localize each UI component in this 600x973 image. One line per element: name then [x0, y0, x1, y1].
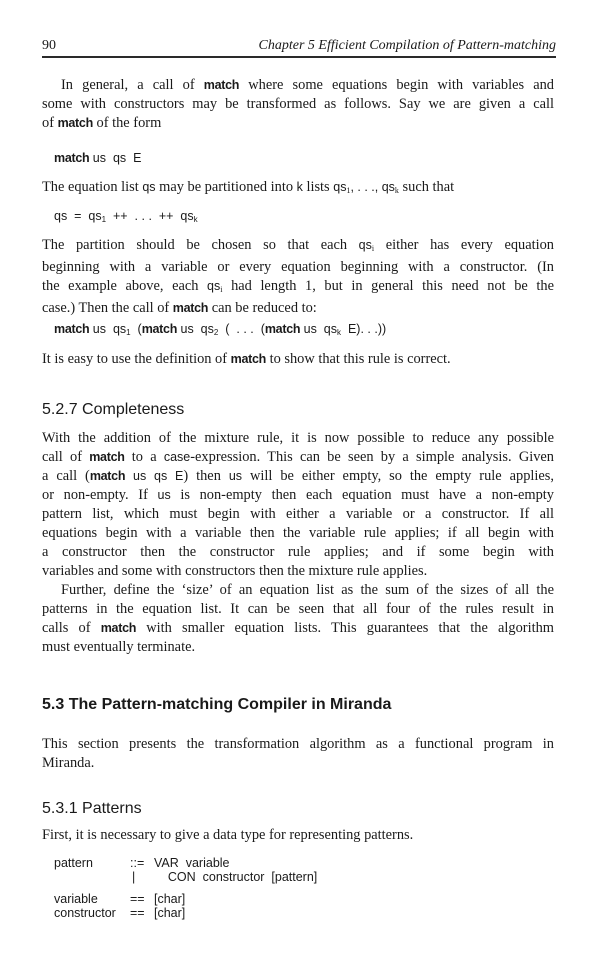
code-qs: qs: [333, 180, 347, 194]
text: variables and some with constructors then the mixture rule applies.: [42, 563, 428, 579]
code-pattern-datatype: [54, 856, 317, 920]
code-match: match: [54, 151, 90, 165]
code-k: k: [296, 180, 303, 194]
text: to show that this rule is correct.: [265, 351, 451, 367]
subscript: i: [220, 285, 223, 294]
code-text: CON constructor [pattern]: [154, 870, 318, 884]
text: The partition should be chosen so that each: [42, 237, 359, 253]
text: case.) Then the call of: [42, 300, 173, 316]
code-text: [char]: [154, 892, 186, 906]
page-header: [42, 34, 556, 58]
code-text: us qs: [89, 322, 127, 336]
subscript: k: [394, 186, 399, 195]
text: such that: [398, 179, 455, 195]
subscript: i: [371, 244, 375, 253]
text: is non-empty then each equation must have a non-empty: [170, 487, 554, 503]
paragraph-mixture-intro: [42, 76, 554, 133]
section-heading-patterns: 5.3.1 Patterns: [42, 800, 142, 817]
subscript: 1: [126, 328, 131, 337]
text: It is easy to use the definition of: [42, 351, 231, 367]
paragraph-section-intro: [42, 735, 554, 773]
text: patterns in the equation list. It can be seen that all four of the rules result in: [42, 601, 554, 617]
text: This section presents the transformation algorithm as a functional program in: [42, 736, 554, 752]
code-text: us qs: [300, 322, 338, 336]
code-match: match: [57, 116, 93, 130]
running-title: Chapter 5 Efficient Compilation of Pattern-matching: [258, 38, 556, 53]
section-heading-compiler: 5.3 The Pattern-matching Compiler in Miranda: [42, 696, 392, 713]
code-empty: [54, 870, 130, 884]
code-qs: qs: [207, 279, 221, 293]
text: a call (: [42, 468, 90, 484]
text: of: [42, 115, 58, 131]
paragraph-termination: [42, 581, 554, 657]
code-text: us qs E: [125, 469, 184, 483]
code-text: |: [132, 870, 136, 884]
subscript: 1: [346, 186, 351, 195]
text: calls of: [42, 620, 101, 636]
code-reduced-call: [54, 322, 386, 337]
code-text: variable: [54, 892, 98, 906]
code-match: match: [264, 322, 301, 336]
code-text: ++ . . . ++ qs: [106, 209, 194, 223]
code-match: match: [203, 78, 240, 92]
text: a constructor then the constructor rule applies; and if some begin with: [42, 544, 554, 560]
code-text: ==: [130, 906, 145, 920]
text: The equation list: [42, 179, 143, 195]
code-match: match: [89, 450, 125, 464]
text: or non-empty. If: [42, 487, 158, 503]
subscript: k: [193, 215, 198, 224]
text: can be reduced to:: [208, 300, 317, 316]
text: will be either empty, so the empty rule applies,: [242, 468, 554, 484]
code-match: match: [172, 301, 209, 315]
code-text: us qs: [177, 322, 214, 336]
code-partition-equation: [54, 209, 198, 224]
code-qs: qs: [358, 238, 372, 252]
text: where some equations begin with variables and: [239, 77, 554, 93]
text: must eventually terminate.: [42, 639, 196, 655]
text: ) then: [183, 468, 229, 484]
code-text: (: [130, 322, 142, 336]
text: of the form: [92, 115, 162, 131]
code-text: E). . .)): [341, 322, 387, 336]
paragraph-rule-correct: [42, 350, 554, 369]
code-dots: , . . .,: [350, 180, 382, 194]
text: In general, a call of: [61, 77, 204, 93]
text: equations begin with a variable then the variable rule applies; if all begin with: [42, 525, 554, 541]
code-match: match: [230, 352, 266, 366]
paragraph-partition: [42, 178, 554, 200]
text: with smaller equation lists. This guarantees that the algorithm: [136, 620, 554, 636]
subscript: 2: [213, 328, 219, 337]
code-text: constructor: [54, 906, 116, 920]
code-text: us qs E: [89, 151, 142, 165]
text: beginning with a variable or every equation beginning with a constructor. (In: [42, 259, 554, 275]
code-match: match: [89, 469, 126, 483]
code-qs: qs: [142, 180, 156, 194]
paragraph-patterns-intro: [42, 826, 554, 845]
subscript: 1: [101, 215, 107, 224]
code-text: VAR variable: [154, 856, 230, 870]
text: had length 1, but in general this need not be the: [222, 278, 554, 294]
text: First, it is necessary to give a data type for representing patterns.: [42, 827, 414, 843]
subscript: k: [337, 328, 342, 337]
code-text: ::=: [130, 856, 145, 870]
text: Further, define the ‘size’ of an equation list as the sum of the sizes of all the: [61, 582, 554, 598]
page-number: 90: [42, 38, 56, 53]
code-match: match: [54, 322, 90, 336]
paragraph-partition-choice: [42, 236, 554, 318]
text: to a: [124, 449, 164, 465]
text: lists: [302, 179, 334, 195]
code-us: us: [228, 469, 243, 483]
code-match-call: [54, 151, 141, 165]
text: call of: [42, 449, 90, 465]
text: the example above, each: [42, 278, 208, 294]
code-case: case: [163, 450, 191, 464]
text: either has every equation: [374, 237, 554, 253]
code-text: pattern: [54, 856, 93, 870]
code-text: ==: [130, 892, 145, 906]
code-text: ( . . . (: [218, 322, 265, 336]
text: pattern list, which must begin with either a variable or a constructor. If all: [42, 506, 554, 522]
text: -expression. This can be seen by a simple analysis. Given: [190, 449, 554, 465]
text: With the addition of the mixture rule, it is now possible to reduce any possible: [42, 430, 554, 446]
code-text: qs = qs: [54, 209, 102, 223]
text: may be partitioned into: [155, 179, 297, 195]
text: some with constructors may be transformed as follows. Say we are given a call: [42, 96, 554, 112]
code-qs: qs: [381, 180, 395, 194]
code-text: [char]: [154, 906, 186, 920]
paragraph-completeness: [42, 429, 554, 581]
code-us: us: [157, 488, 171, 502]
section-heading-completeness: 5.2.7 Completeness: [42, 401, 185, 418]
code-match: match: [141, 322, 178, 336]
text: Miranda.: [42, 755, 95, 771]
code-match: match: [100, 621, 137, 635]
